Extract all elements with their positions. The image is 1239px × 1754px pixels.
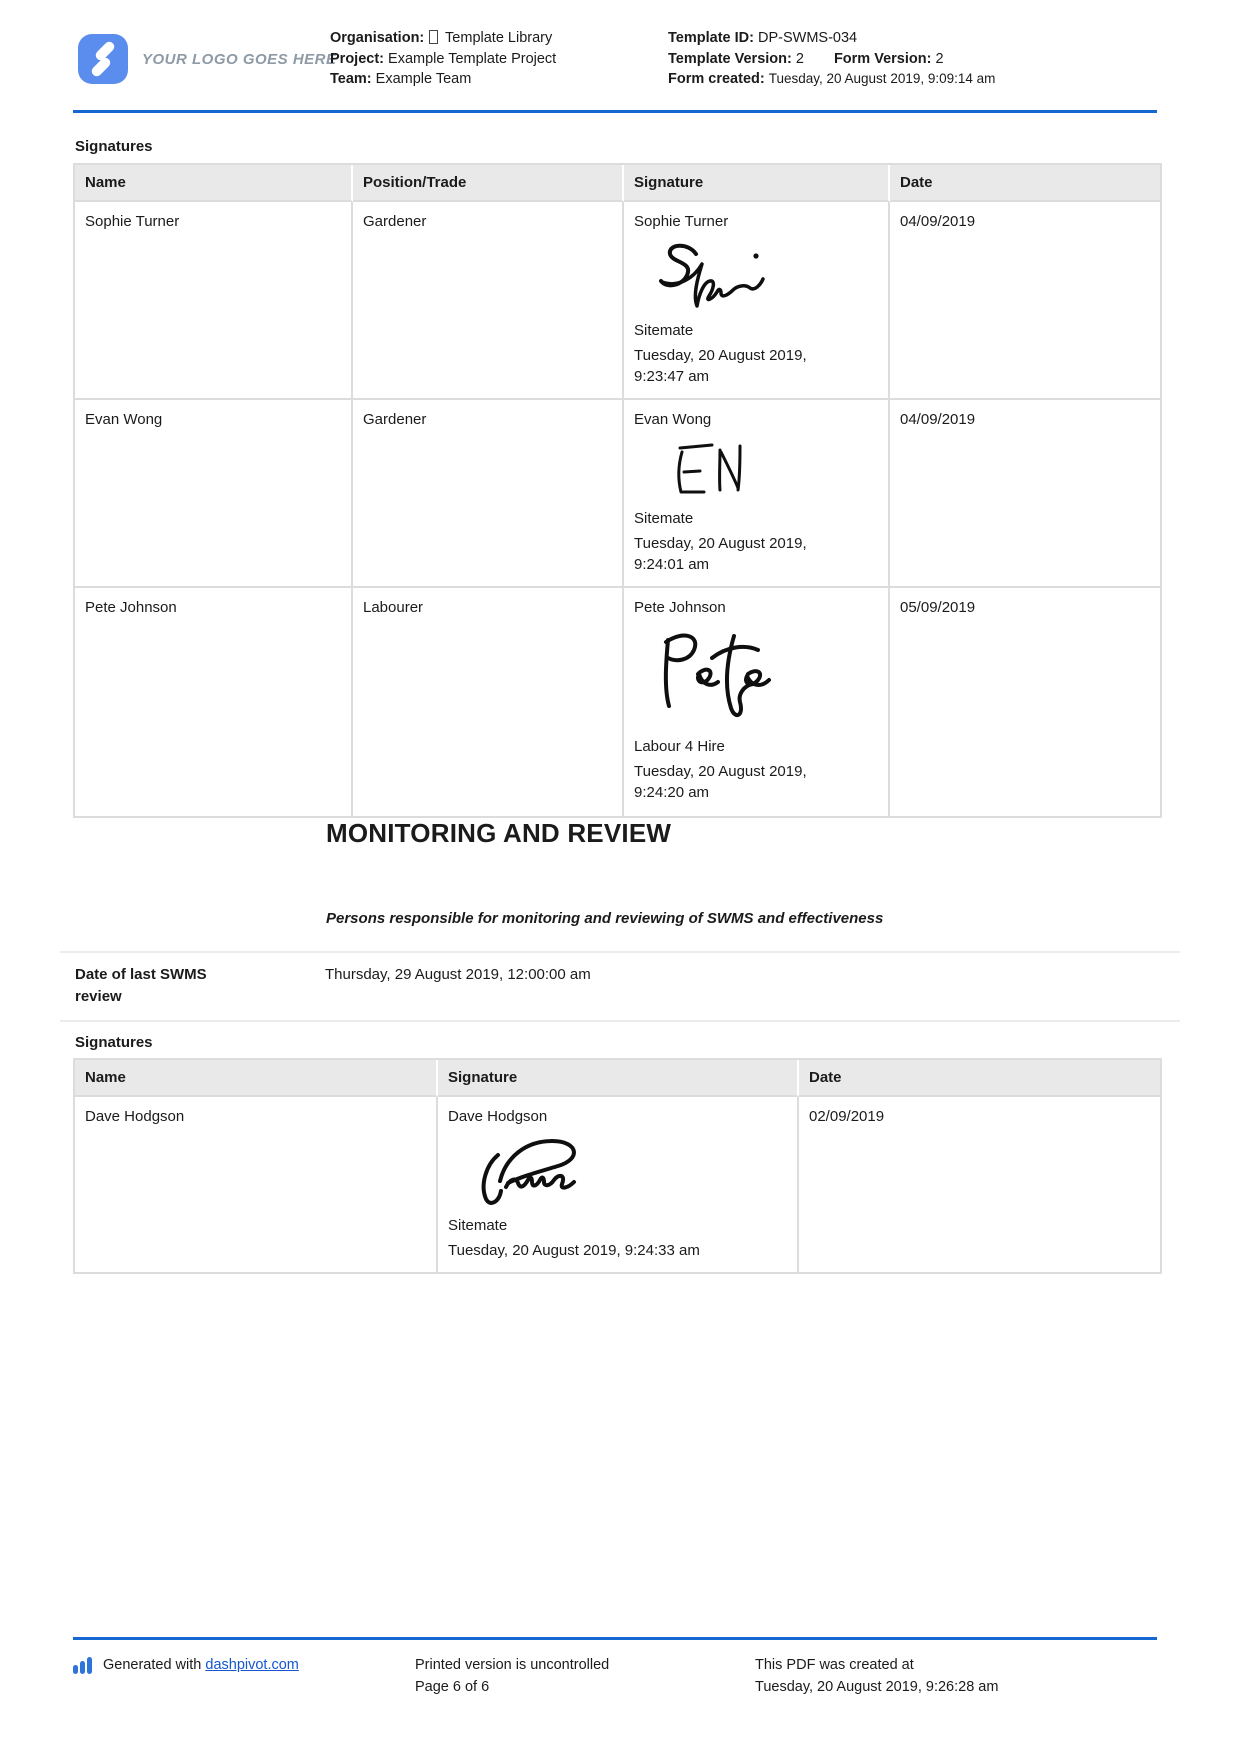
table-header-row — [75, 1060, 1160, 1097]
last-review-value: Thursday, 29 August 2019, 12:00:00 am — [325, 966, 591, 983]
date-cell: 04/09/2019 — [890, 202, 1160, 400]
page-number: Page 6 of 6 — [415, 1679, 490, 1695]
table-row — [75, 1097, 1160, 1272]
form-version-label: Form Version: — [833, 50, 932, 67]
signature-name: Sophie Turner — [634, 213, 729, 230]
signature-name: Dave Hodgson — [448, 1108, 548, 1125]
footer-created-at — [755, 1654, 1007, 1698]
generated-prefix: Generated with — [103, 1657, 202, 1673]
signatures-table — [73, 163, 1162, 818]
signature-image — [462, 1133, 632, 1211]
table-row — [75, 588, 1160, 816]
missing-glyph-box — [429, 30, 438, 44]
dashpivot-link[interactable]: dashpivot.com — [205, 1657, 299, 1673]
team-label: Team: — [330, 71, 372, 87]
versions-line — [668, 49, 995, 70]
bar-chart-icon — [73, 1656, 95, 1676]
signature-company: Labour 4 Hire — [634, 738, 725, 755]
signature-timestamp: Tuesday, 20 August 2019, 9:23:47 am — [634, 347, 807, 385]
header-info-left — [330, 28, 556, 90]
template-id-line — [668, 28, 995, 49]
team-line — [330, 69, 556, 90]
table-row — [75, 400, 1160, 588]
signatures-section-title: Signatures — [75, 138, 153, 155]
form-version-value: 2 — [935, 50, 944, 67]
generated-with-text — [103, 1654, 299, 1676]
column-header-signature: Signature — [624, 165, 890, 202]
header-divider-rule — [73, 110, 1157, 113]
signature-company: Sitemate — [634, 322, 694, 339]
monitoring-review-subtitle: Persons responsible for monitoring and reviewing of SWMS and effectiveness — [326, 910, 884, 927]
column-header-date: Date — [799, 1060, 1160, 1097]
footer-divider-rule — [73, 1637, 1157, 1640]
footer-page-info — [415, 1654, 609, 1698]
name-cell: Dave Hodgson — [75, 1097, 438, 1272]
signature-image — [648, 238, 778, 316]
name-cell: Pete Johnson — [75, 588, 353, 816]
column-header-date: Date — [890, 165, 1160, 202]
last-review-field — [60, 951, 1180, 1022]
review-signatures-section-title: Signatures — [75, 1034, 153, 1051]
date-cell: 02/09/2019 — [809, 1108, 885, 1125]
signature-name: Pete Johnson — [634, 599, 726, 616]
position-cell: Labourer — [353, 588, 624, 816]
printed-note: Printed version is uncontrolled — [415, 1657, 610, 1673]
signature-timestamp: Tuesday, 20 August 2019, 9:24:20 am — [634, 763, 807, 801]
logo-icon — [78, 34, 128, 84]
signature-cell — [624, 202, 890, 400]
header-info-right — [668, 28, 995, 90]
footer-generated — [73, 1654, 299, 1676]
project-value: Example Template Project — [388, 50, 557, 67]
created-label: This PDF was created at — [755, 1657, 914, 1673]
template-id-label: Template ID: — [668, 30, 754, 46]
organisation-label: Organisation: — [330, 30, 425, 46]
signature-timestamp: Tuesday, 20 August 2019, 9:24:33 am — [448, 1242, 700, 1259]
signature-company: Sitemate — [448, 1217, 508, 1234]
created-value: Tuesday, 20 August 2019, 9:26:28 am — [755, 1679, 999, 1695]
position-cell: Gardener — [353, 202, 624, 400]
signature-cell — [624, 588, 890, 816]
signature-cell — [624, 400, 890, 588]
signature-timestamp: Tuesday, 20 August 2019, 9:24:01 am — [634, 535, 807, 573]
template-id-value: DP-SWMS-034 — [757, 30, 858, 46]
organisation-value: Template Library — [445, 30, 553, 46]
signature-name: Evan Wong — [634, 411, 712, 428]
last-review-label: Date of last SWMS review — [75, 966, 207, 1005]
template-version-label: Template Version: — [668, 50, 792, 67]
monitoring-review-heading: MONITORING AND REVIEW — [326, 818, 672, 848]
form-created-line — [668, 69, 995, 90]
team-value: Example Team — [375, 71, 472, 87]
project-label: Project: — [330, 50, 384, 67]
form-created-value: Tuesday, 20 August 2019, 9:09:14 am — [768, 71, 996, 86]
date-cell: 05/09/2019 — [900, 599, 976, 616]
table-header-row — [75, 165, 1160, 202]
signature-cell — [438, 1097, 799, 1272]
form-created-label: Form created: — [668, 71, 765, 87]
signature-company: Sitemate — [634, 510, 694, 527]
template-version-value: 2 — [795, 50, 804, 67]
name-cell: Sophie Turner — [75, 202, 353, 400]
signature-image — [648, 436, 768, 504]
company-logo — [78, 34, 337, 84]
organisation-line — [330, 28, 556, 49]
column-header-position: Position/Trade — [353, 165, 624, 202]
date-cell: 04/09/2019 — [890, 400, 1160, 588]
column-header-name: Name — [75, 165, 353, 202]
table-row — [75, 202, 1160, 400]
column-header-name: Name — [75, 1060, 438, 1097]
project-line — [330, 49, 556, 70]
review-signatures-table — [73, 1058, 1162, 1274]
logo-placeholder-text: YOUR LOGO GOES HERE — [142, 50, 337, 68]
position-cell: Gardener — [353, 400, 624, 588]
column-header-signature: Signature — [438, 1060, 799, 1097]
signature-image — [648, 624, 788, 732]
name-cell: Evan Wong — [75, 400, 353, 588]
